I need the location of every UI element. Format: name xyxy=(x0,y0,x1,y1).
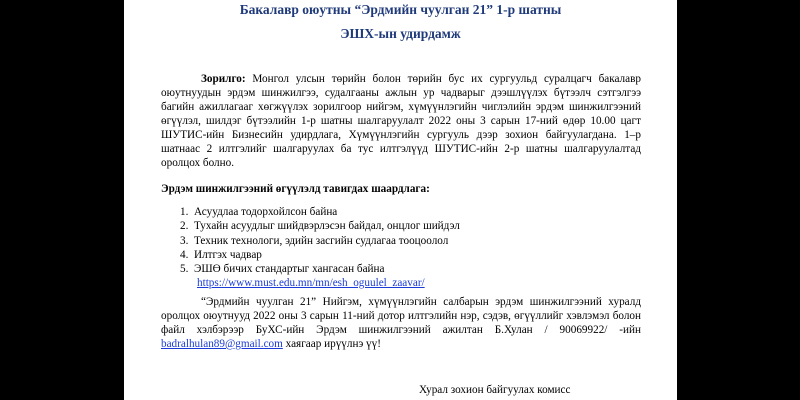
standard-link[interactable]: https://www.must.edu.mn/mn/esh_oguulel_zaavar/ xyxy=(197,277,425,289)
list-item: 5. ЭШӨ бичих стандартыг хангасан байна xyxy=(180,263,385,276)
signature: Хурал зохион байгуулах комисс xyxy=(419,384,571,396)
requirements-list xyxy=(161,205,621,276)
submission-paragraph xyxy=(161,295,641,351)
requirements-heading: Эрдэм шинжилгээний өгүүлэлд тавигдах шаардлага: xyxy=(161,183,430,195)
list-item: 3. Техник технологи, эдийн засгийн судлагаа тооцоолол xyxy=(180,234,449,247)
list-item: 2. Тухайн асуудлыг шийдвэрлэсэн байдал, онцлог шийдэл xyxy=(180,220,460,233)
list-item: 4. Илтгэх чадвар xyxy=(180,248,262,261)
document-title-line1: Бакалавр оюутны “Эрдмийн чуулган 21” 1-р шатны xyxy=(239,2,562,17)
document-title-line2: ЭШХ-ын удирдамж xyxy=(340,26,461,41)
goal-paragraph xyxy=(161,72,641,170)
contact-email-link[interactable]: badralhulan89@gmail.com xyxy=(161,338,283,350)
submission-text-after: хаягаар ирүүлнэ үү! xyxy=(282,338,381,350)
goal-label: Зорилго: xyxy=(201,73,246,85)
goal-text: Монгол улсын төрийн болон төрийн бус их сургуульд суралцагч бакалавр оюутнуудын эрдэм шинжилгээ, судалгааны ажлын ур чадварыг дээшлүүлэх бүтээлч сэтгэлгээ багийн ажиллагааг хөгжүүлэх зорилгоор нийгэм, хүмүүнлэгийн чиглэлийн эрдэм шинжилгээний өгүүлэл, шилдэг бүтээлийн 1-р шатны шалгаруулалт 2022 оны 3 сарын 17-ний өдөр 10.00 цагт ШУТИС-ийн Бизнесийн удирдлага, Хүмүүнлэгийн сургууль дээр зохион байгуулагдана. 1–р шатнаас 2 илтгэлийг шалгаруулах ба тус илтгэлүүд ШУТИС-ийн 2-р шатны шалгаруулалтад оролцох болно. xyxy=(161,73,641,169)
list-item: 1. Асуудлаа тодорхойлсон байна xyxy=(180,206,338,218)
submission-text-before: “Эрдмийн чуулган 21” Нийгэм, хүмүүнлэгийн салбарын эрдэм шинжилгээний хуралд оролцох оюутнууд 2022 оны 3 сарын 11-ний дотор илтгэлийн нэр, сэдэв, өгүүллийг хэвлэмэл болон файл хэлбэрээр БуХС-ийн Эрдэм шинжилгээний ажилтан Б.Хулан / 90069922/ -ийн xyxy=(161,296,641,336)
document-page xyxy=(124,0,677,400)
